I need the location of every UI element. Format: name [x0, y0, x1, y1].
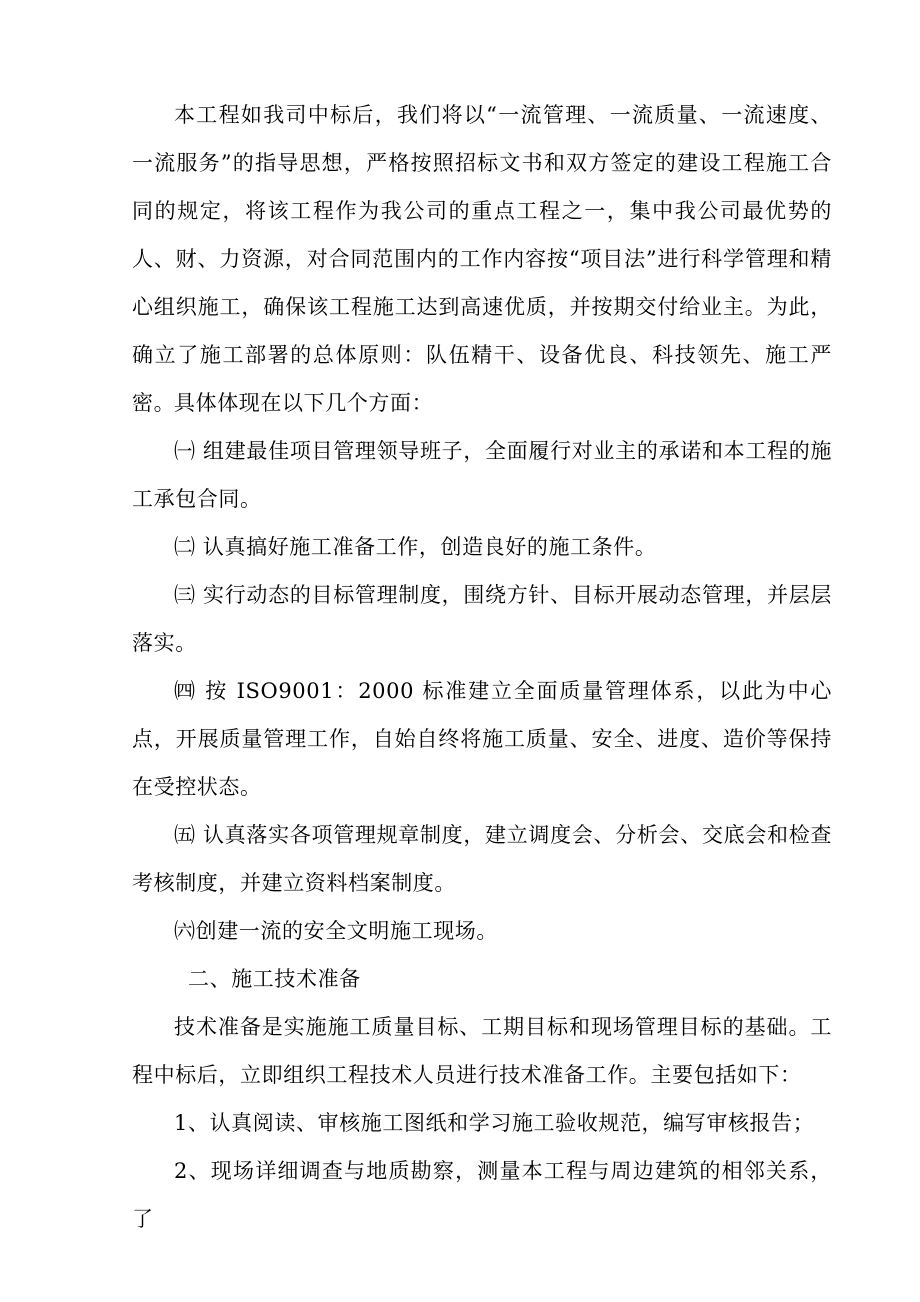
list-item-4: ㈣ 按 ISO9001：2000 标准建立全面质量管理体系，以此为中心点，开展质量管理工作，自始自终将施工质量、安全、进度、造价等保持在受控状态。	[132, 679, 832, 799]
paragraph-aspects-lead: 具体体现在以下几个方面：	[174, 391, 434, 415]
list-item-1: ㈠ 组建最佳项目管理领导班子，全面履行对业主的承诺和本工程的施工承包合同。	[132, 439, 832, 511]
list-item-3: ㈢ 实行动态的目标管理制度，围绕方针、目标开展动态管理，并层层落实。	[132, 583, 832, 655]
paragraph-tech-prep: 技术准备是实施施工质量目标、工期目标和现场管理目标的基础。工程中标后，立即组织工程技术人员进行技术准备工作。主要包括如下：	[132, 1015, 832, 1087]
list-item-6: ㈥创建一流的安全文明施工现场。	[174, 919, 498, 943]
section-heading: 二、施工技术准备	[188, 967, 361, 991]
paragraph-intro: 本工程如我司中标后，我们将以“一流管理、一流质量、一流速度、一流服务”的指导思想，严格按照招标文书和双方签定的建设工程施工合同的规定，将该工程作为我公司的重点工程之一，集中我公司最优势的人、财、力资源，对合同范围内的工作内容按“项目法”进行科学管理和精心组织施工，确保该工程施工达到高速优质，并按期交付给业主。为此，确立了施工部署的总体原则：队伍精干、设备优良、科技领先、施工严密。	[132, 103, 832, 415]
numbered-item-1: 1、认真阅读、审核施工图纸和学习施工验收规范，编写审核报告；	[174, 1111, 815, 1135]
list-item-2: ㈡ 认真搞好施工准备工作，创造良好的施工条件。	[174, 535, 657, 559]
numbered-item-2: 2、现场详细调查与地质勘察，测量本工程与周边建筑的相邻关系，了	[132, 1159, 832, 1231]
list-item-5: ㈤ 认真落实各项管理规章制度，建立调度会、分析会、交底会和检查考核制度，并建立资料档案制度。	[132, 823, 832, 895]
